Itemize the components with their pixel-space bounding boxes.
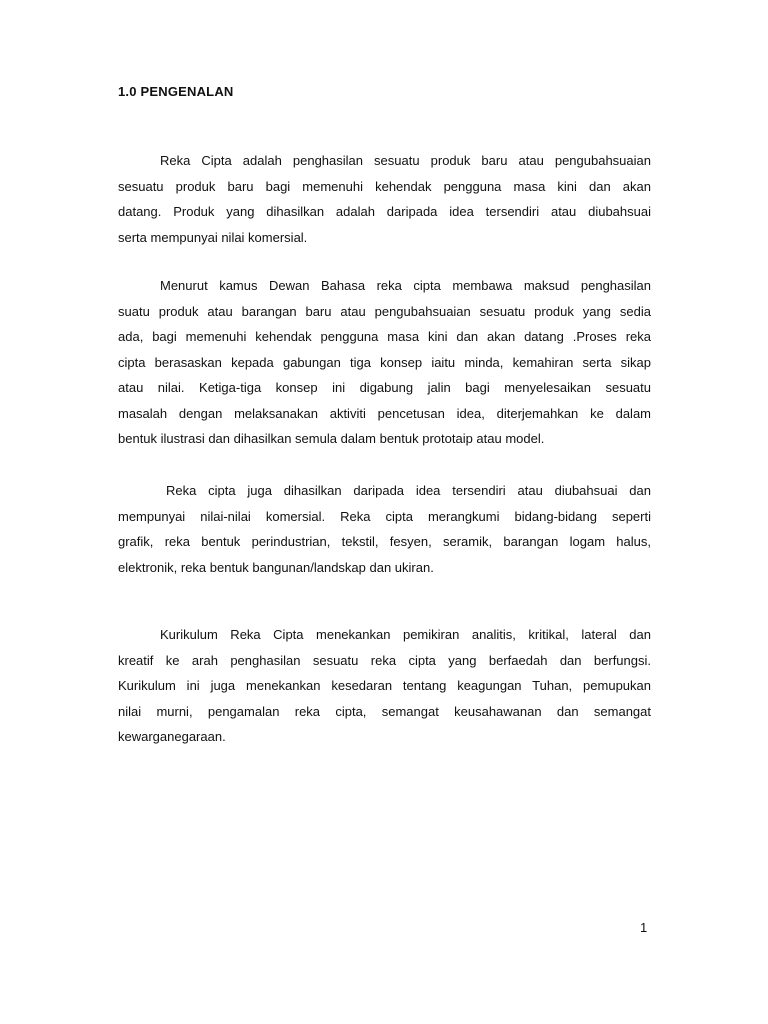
paragraph-4 <box>118 622 651 750</box>
paragraph-line: masalah dengan melaksanakan aktiviti pencetusan idea, diterjemahkan ke dalam <box>118 405 651 421</box>
paragraph-line: cipta berasaskan kepada gabungan tiga konsep iaitu minda, kemahiran serta sikap <box>118 354 651 370</box>
paragraph-line: mempunyai nilai-nilai komersial. Reka cipta merangkumi bidang-bidang seperti <box>118 508 651 524</box>
paragraph-line: nilai murni, pengamalan reka cipta, semangat keusahawanan dan semangat <box>118 703 651 719</box>
paragraph-line: ada, bagi memenuhi kehendak pengguna masa kini dan akan datang .Proses reka <box>118 329 651 344</box>
paragraph-1 <box>118 148 651 250</box>
paragraph-line: Menurut kamus Dewan Bahasa reka cipta membawa maksud penghasilan <box>160 278 651 293</box>
paragraph-line: Reka Cipta adalah penghasilan sesuatu produk baru atau pengubahsuaian <box>160 153 651 168</box>
paragraph-line: Kurikulum ini juga menekankan kesedaran tentang keagungan Tuhan, pemupukan <box>118 678 651 693</box>
paragraph-line: Reka cipta juga dihasilkan daripada idea tersendiri atau diubahsuai dan <box>166 483 651 498</box>
paragraph-line: grafik, reka bentuk perindustrian, tekstil, fesyen, seramik, barangan logam halus, <box>118 534 651 549</box>
paragraph-line: serta mempunyai nilai komersial. <box>118 229 308 245</box>
paragraph-line: bentuk ilustrasi dan dihasilkan semula dalam bentuk prototaip atau model. <box>118 431 545 446</box>
paragraph-line: kewarganegaraan. <box>118 729 226 744</box>
paragraph-line: atau nilai. Ketiga-tiga konsep ini digabung jalin bagi menyelesaikan sesuatu <box>118 380 651 395</box>
paragraph-3 <box>118 478 651 580</box>
page-number: 1 <box>640 920 648 935</box>
paragraph-line: Kurikulum Reka Cipta menekankan pemikiran analitis, kritikal, lateral dan <box>160 627 651 642</box>
paragraph-line: suatu produk atau barangan baru atau pengubahsuaian sesuatu produk yang sedia <box>118 303 651 319</box>
section-heading: 1.0 PENGENALAN <box>118 84 234 99</box>
paragraph-line: kreatif ke arah penghasilan sesuatu reka cipta yang berfaedah dan berfungsi. <box>118 652 651 668</box>
paragraph-2 <box>118 273 651 452</box>
paragraph-line: elektronik, reka bentuk bangunan/landskap dan ukiran. <box>118 559 434 575</box>
paragraph-line: datang. Produk yang dihasilkan adalah daripada idea tersendiri atau diubahsuai <box>118 204 651 219</box>
paragraph-line: sesuatu produk baru bagi memenuhi kehendak pengguna masa kini dan akan <box>118 178 651 194</box>
